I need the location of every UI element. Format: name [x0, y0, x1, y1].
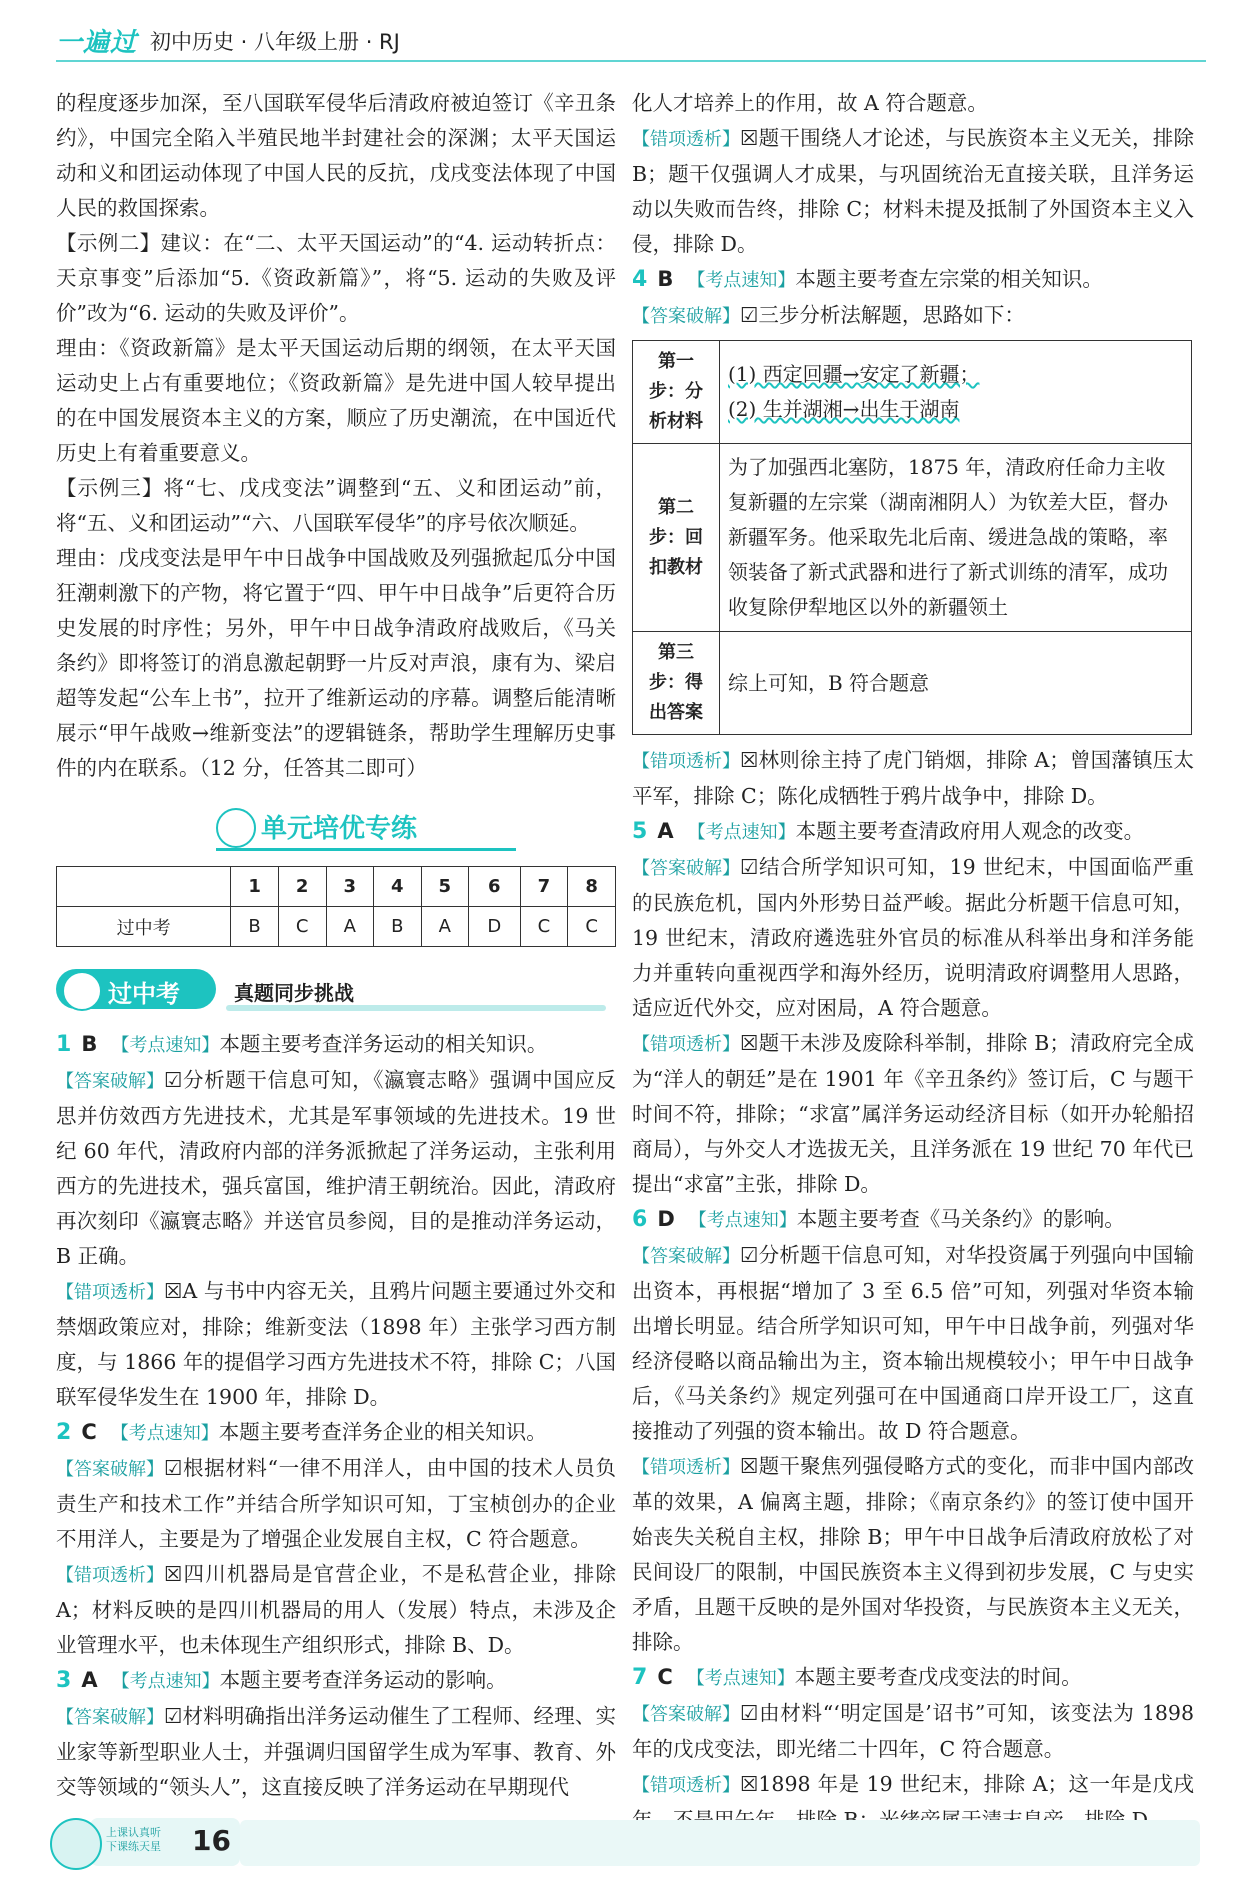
table-row	[57, 867, 616, 907]
explanation-text: ☒1898 年是 19 世纪末，排除 A；这一年是戊戌	[740, 1772, 1194, 1796]
table-row	[633, 632, 1192, 735]
table-cell: D	[469, 907, 521, 947]
book-subtitle: 初中历史 · 八年级上册 · RJ	[150, 30, 400, 54]
table-cell: 过中考	[57, 907, 231, 947]
tag-label: 【 考点速知 】	[689, 1203, 797, 1238]
explanation-text: ☒题干未涉及废除科举制，排除 B；清政府完全成为“洋人的朝廷”是在 1901 年《辛丑条约》签订后，C 与题干时间不符，排除；“求富”属洋务运动经济目标（如开办轮船招商局），与外交人才选拔无关，且洋务派在 19 世纪 70 年代已提出“求富”主张，排除 D。	[632, 1031, 1194, 1196]
question-1	[56, 1027, 616, 1063]
question-number: 2	[56, 1420, 72, 1445]
explanation-text: ☑由材料“‘明定国是’诏书”可知，该变法为 1898 年的戊戌变法，即光绪二十四年，C 符合题意。	[632, 1701, 1194, 1761]
unit-title	[56, 800, 616, 852]
explanation-text: ☒林则徐主持了虎门销烟，排除 A；曾国藩镇压太平军，排除 C；陈化成牺牲于鸦片战争中，排除 D。	[632, 748, 1194, 808]
table-cell: 5	[421, 867, 469, 907]
page-number: 16	[192, 1824, 231, 1857]
answer-explanation	[632, 1238, 1194, 1449]
answer-letter: B	[657, 267, 674, 291]
step-heading: 第二步：回扣教材	[633, 444, 720, 632]
wrong-option-analysis	[632, 1449, 1194, 1660]
question-2	[56, 1415, 616, 1451]
wrong-option-analysis	[632, 121, 1194, 262]
explanation-text: ☒题干围绕人才论述，与民族资本主义无关，排除 B；题干仅强调人才成果，与巩固统治无直接关联，且洋务运动以失败而告终，排除 C；材料未提及抵制了外国资本主义入侵，排除 D。	[632, 126, 1194, 256]
page-footer	[50, 1818, 240, 1868]
question-summary: 本题主要考查清政府用人观念的改变。	[795, 819, 1145, 843]
answer-explanation	[632, 298, 1194, 334]
step-heading: 第一步：分析材料	[633, 341, 720, 444]
tag-label: 【 答案破解 】	[56, 1064, 164, 1099]
explanation-text: ☑三步分析法解题，思路如下：	[740, 303, 1025, 327]
wrong-option-analysis	[632, 743, 1194, 814]
tag-label: 【 考点速知 】	[111, 1028, 219, 1063]
answer-letter: A	[81, 1668, 98, 1692]
question-3	[56, 1663, 616, 1699]
step-content	[720, 341, 1192, 444]
wrong-option-analysis	[56, 1557, 616, 1663]
step-line: (1) 西定回疆→安定了新疆；	[728, 362, 980, 386]
three-step-table	[632, 340, 1192, 735]
question-6	[632, 1202, 1194, 1238]
answer-explanation	[632, 850, 1194, 1026]
answer-letter: D	[657, 1207, 675, 1231]
table-cell: C	[278, 907, 326, 947]
table-cell: B	[374, 907, 422, 947]
question-summary: 本题主要考查洋务企业的相关知识。	[218, 1420, 547, 1444]
question-summary: 本题主要考查左宗棠的相关知识。	[795, 267, 1103, 291]
table-cell: 4	[374, 867, 422, 907]
table-cell: 2	[278, 867, 326, 907]
unit-title-text: 单元培优专练	[261, 814, 418, 844]
tag-label: 【 错项透析 】	[56, 1558, 164, 1593]
slogan-line: 下课练天星	[106, 1840, 161, 1853]
paragraph: 【示例三】将“七、戊戌变法”调整到“五、义和团运动”前，将“五、义和团运动”“六、八国联军侵华”的序号依次顺延。	[56, 476, 616, 535]
tag-label: 【 错项透析 】	[632, 1027, 740, 1062]
tag-label: 【 错项透析 】	[632, 744, 740, 779]
question-summary: 本题主要考查洋务运动的相关知识。	[219, 1032, 548, 1056]
answer-letter: A	[657, 819, 674, 843]
explanation-text: ☑材料明确指出洋务运动催生了工程师、经理、实业家等新型职业人士，并强调归国留学生成为军事、教育、外交等领域的“领头人”，这直接反映了洋务运动在早期现代	[56, 1704, 616, 1799]
tag-label: 【 考点速知 】	[687, 263, 795, 298]
answer-explanation	[56, 1451, 616, 1557]
tag-label: 【 错项透析 】	[56, 1275, 164, 1310]
answer-letter: C	[657, 1665, 673, 1689]
table-row	[633, 341, 1192, 444]
table-cell: 3	[326, 867, 374, 907]
question-number: 5	[632, 819, 648, 844]
wrong-option-analysis	[56, 1274, 616, 1415]
tag-label: 【 错项透析 】	[632, 1450, 740, 1485]
tag-label: 【 考点速知 】	[688, 815, 796, 850]
question-4	[632, 262, 1194, 298]
paragraph: 理由：戊戌变法是甲午中日战争中国战败及列强掀起瓜分中国狂潮刺激下的产物，将它置于“四、甲午中日战争”后更符合历史发展的时序性；另外，甲午中日战争清政府战败后，《马关条约》即将签订的消息激起朝野一片反对声浪，康有为、梁启超等发起“公车上书”，拉开了维新运动的序幕。调整后能清晰展示“甲午战败→维新变法”的逻辑链条，帮助学生理解历史事件的内在联系。（12 分，任答其二即可）	[56, 546, 616, 780]
answer-explanation	[56, 1699, 616, 1805]
explanation-text: ☑分析题干信息可知，《瀛寰志略》强调中国应反思并仿效西方先进技术，尤其是军事领域的先进技术。19 世纪 60 年代，清政府内部的洋务派掀起了洋务运动，主张利用西方的先进技术，强兵富国，维护清王朝统治。因此，清政府再次刻印《瀛寰志略》并送官员参阅，目的是推动洋务运动，B 正确。	[56, 1068, 616, 1268]
section-pill	[56, 969, 216, 1009]
wrong-option-analysis	[632, 1026, 1194, 1202]
tag-label: 【 答案破解 】	[632, 851, 740, 886]
tag-label: 【 答案破解 】	[632, 1697, 740, 1732]
paragraph: 的程度逐步加深，至八国联军侵华后清政府被迫签订《辛丑条约》，中国完全陷入半殖民地半封建社会的深渊；太平天国运动和义和团运动体现了中国人民的反抗，戊戌变法体现了中国人民的救国探索。	[56, 91, 616, 220]
explanation-text: ☑根据材料“一律不用洋人，由中国的技术人员负责生产和技术工作”并结合所学知识可知，丁宝桢创办的企业不用洋人，主要是为了增强企业发展自主权，C 符合题意。	[56, 1456, 616, 1551]
header-divider	[56, 60, 1206, 62]
table-row	[57, 907, 616, 947]
step-heading: 第三步：得出答案	[633, 632, 720, 735]
table-cell	[57, 867, 231, 907]
section-title: 真题同步挑战	[234, 981, 354, 1005]
left-column	[56, 86, 616, 1805]
page-header	[0, 0, 1250, 62]
table-cell: 7	[520, 867, 568, 907]
table-row	[633, 444, 1192, 632]
tag-label: 【 错项透析 】	[632, 122, 740, 157]
question-number: 7	[632, 1665, 648, 1690]
table-cell: A	[421, 907, 469, 947]
paragraph: 化人才培养上的作用，故 A 符合题意。	[632, 91, 988, 115]
table-cell: 6	[469, 867, 521, 907]
explanation-text: ☑分析题干信息可知，对华投资属于列强向中国输出资本，再根据“增加了 3 至 6.5 倍”可知，列强对华资本输出增长明显。结合所学知识可知，甲午中日战争前，列强对华经济侵略以商品输出为主，资本输出规模较小；甲午中日战争后，《马关条约》规定列强可在中国通商口岸开设工厂，这直接推动了列强的资本输出。故 D 符合题意。	[632, 1243, 1194, 1443]
tag-label: 【 答案破解 】	[56, 1700, 164, 1735]
tag-label: 【 考点速知 】	[112, 1664, 220, 1699]
star-badge-icon	[216, 808, 256, 848]
step-content: 为了加强西北塞防，1875 年，清政府任命力主收复新疆的左宗棠（湖南湘阴人）为钦差大臣，督办新疆军务。他采取先北后南、缓进急战的策略，率领装备了新式武器和进行了新式训练的清军，成功收复除伊犁地区以外的新疆领土	[720, 444, 1192, 632]
tag-label: 【 答案破解 】	[632, 1239, 740, 1274]
section-pill-label: 过中考	[108, 980, 180, 1008]
explanation-text: ☑结合所学知识可知，19 世纪末，中国面临严重的民族危机，国内外形势日益严峻。据此分析题干信息可知，19 世纪末，清政府遴选驻外官员的标准从科举出身和洋务能力并重转向重视西学和海外经历，说明清政府调整用人思路，适应近代外交，应对困局，A 符合题意。	[632, 855, 1194, 1020]
tag-label: 【 答案破解 】	[56, 1452, 164, 1487]
answer-explanation	[632, 1696, 1194, 1767]
question-number: 4	[632, 267, 648, 292]
paragraph: 理由：《资政新篇》是太平天国运动后期的纲领，在太平天国运动史上占有重要地位；《资政新篇》是先进中国人较早提出的在中国发展资本主义的方案，顺应了历史潮流，在中国近代历史上有着重要意义。	[56, 336, 616, 465]
explanation-text: ☒四川机器局是官营企业，不是私营企业，排除 A；材料反映的是四川机器局的用人（发展）特点，未涉及企业管理水平，也未体现生产组织形式，排除 B、D。	[56, 1562, 616, 1657]
answer-explanation	[56, 1063, 616, 1274]
answer-letter: B	[81, 1032, 98, 1056]
paragraph: 【示例二】建议：在“二、太平天国运动”的“4. 运动转折点：天京事变”后添加“5.《资政新篇》”，将“5. 运动的失败及评价”改为“6. 运动的失败及评价”。	[56, 231, 616, 325]
footer-bar	[240, 1820, 1200, 1866]
question-7	[632, 1660, 1194, 1696]
table-cell: A	[326, 907, 374, 947]
step-line: (2) 生并湖湘→出生于湖南	[728, 397, 960, 421]
footer-slogan	[106, 1826, 161, 1854]
table-cell: C	[520, 907, 568, 947]
section-header	[56, 969, 616, 1013]
question-5	[632, 814, 1194, 850]
answer-letter: C	[81, 1420, 97, 1444]
owl-mascot-icon	[62, 971, 102, 1011]
star-mascot-icon	[50, 1818, 102, 1870]
explanation-text: ☒A 与书中内容无关，且鸦片问题主要通过外交和禁烟政策应对，排除；维新变法（1898 年）主张学习西方制度，与 1866 年的提倡学习西方先进技术不符，排除 C；八国联军侵华发生在 1900 年，排除 D。	[56, 1279, 616, 1409]
explanation-text: ☒题干聚焦列强侵略方式的变化，而非中国内部改革的效果，A 偏离主题，排除；《南京条约》的签订使中国开始丧失关税自主权，排除 B；甲午中日战争后清政府放松了对民间设厂的限制，中国民族资本主义得到初步发展，C 与史实矛盾，且题干反映的是外国对华投资，与民族资本主义无关，排除。	[632, 1454, 1194, 1654]
unit-title-underline	[216, 848, 516, 851]
tag-label: 【 错项透析 】	[632, 1768, 740, 1803]
right-column	[632, 86, 1194, 1838]
tag-label: 【 答案破解 】	[632, 299, 740, 334]
tag-label: 【 考点速知 】	[111, 1416, 219, 1451]
slogan-line: 上课认真听	[106, 1826, 161, 1839]
tag-label: 【 考点速知 】	[687, 1661, 795, 1696]
question-summary: 本题主要考查《马关条约》的影响。	[796, 1207, 1125, 1231]
question-number: 3	[56, 1668, 72, 1693]
step-content: 综上可知，B 符合题意	[720, 632, 1192, 735]
answer-table	[56, 866, 616, 947]
table-cell: C	[568, 907, 616, 947]
table-cell: 1	[231, 867, 279, 907]
question-summary: 本题主要考查戊戌变法的时间。	[794, 1665, 1082, 1689]
table-cell: 8	[568, 867, 616, 907]
question-number: 1	[56, 1032, 72, 1057]
question-summary: 本题主要考查洋务运动的影响。	[219, 1668, 507, 1692]
table-cell: B	[231, 907, 279, 947]
brand-logo: 一遍过	[56, 28, 138, 58]
question-number: 6	[632, 1207, 648, 1232]
